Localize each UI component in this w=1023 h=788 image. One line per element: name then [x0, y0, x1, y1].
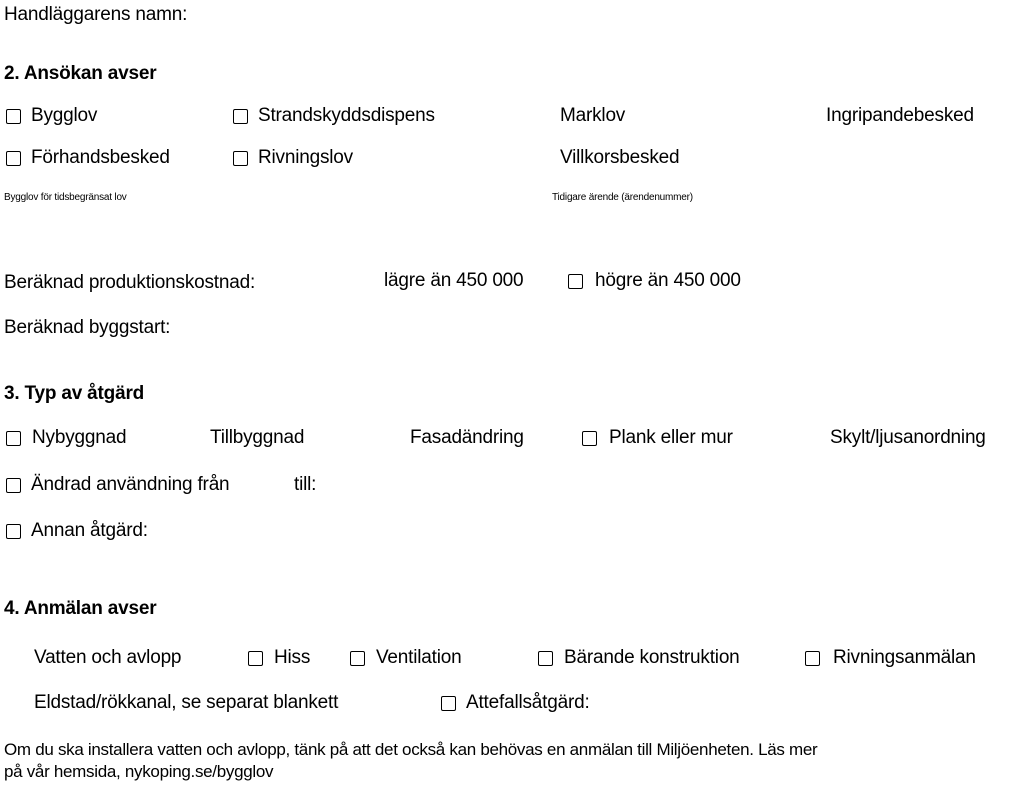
tidigare-arende-note: Tidigare ärende (ärendenummer) [552, 192, 693, 203]
barande-konstruktion-label: Bärande konstruktion [564, 647, 740, 668]
cost-lower-label: lägre än 450 000 [384, 270, 524, 291]
nybyggnad-checkbox[interactable] [6, 431, 21, 446]
marklov-label: Marklov [560, 105, 626, 126]
hiss-checkbox[interactable] [248, 651, 263, 666]
barande-konstruktion-checkbox[interactable] [538, 651, 553, 666]
section-4-heading: 4. Anmälan avser [4, 598, 157, 619]
footer-info-line-2: på vår hemsida, nykoping.se/bygglov [4, 762, 274, 781]
handlaggare-label: Handläggarens namn: [4, 4, 188, 25]
rivningslov-label: Rivningslov [258, 147, 353, 168]
rivningsanmalan-checkbox[interactable] [805, 651, 820, 666]
bygglov-label: Bygglov [31, 105, 98, 126]
plank-checkbox[interactable] [582, 431, 597, 446]
annan-atgard-label: Annan åtgärd: [31, 520, 148, 541]
annan-atgard-checkbox[interactable] [6, 524, 21, 539]
tidsbegransat-note: Bygglov för tidsbegränsat lov [4, 192, 127, 203]
section-3-heading: 3. Typ av åtgärd [4, 383, 145, 404]
cost-higher-checkbox[interactable] [568, 274, 583, 289]
andrad-anvandning-label: Ändrad användning från [31, 474, 230, 495]
cost-higher-label: högre än 450 000 [595, 270, 741, 291]
ingripandebesked-label: Ingripandebesked [826, 105, 974, 126]
fasadandring-label: Fasadändring [410, 427, 524, 448]
ventilation-checkbox[interactable] [350, 651, 365, 666]
byggstart-label: Beräknad byggstart: [4, 317, 171, 338]
nybyggnad-label: Nybyggnad [32, 427, 127, 448]
rivningsanmalan-label: Rivningsanmälan [833, 647, 976, 668]
produktionskostnad-label: Beräknad produktionskostnad: [4, 272, 256, 293]
till-label: till: [294, 474, 317, 495]
plank-label: Plank eller mur [609, 427, 733, 448]
strandskyddsdispens-label: Strandskyddsdispens [258, 105, 435, 126]
tillbyggnad-label: Tillbyggnad [210, 427, 305, 448]
forhandsbesked-checkbox[interactable] [6, 151, 21, 166]
strandskyddsdispens-checkbox[interactable] [233, 109, 248, 124]
skylt-label: Skylt/ljusanordning [830, 427, 986, 448]
villkorsbesked-label: Villkorsbesked [560, 147, 680, 168]
section-2-heading: 2. Ansökan avser [4, 63, 157, 84]
andrad-anvandning-checkbox[interactable] [6, 478, 21, 493]
vatten-avlopp-label: Vatten och avlopp [34, 647, 182, 668]
bygglov-checkbox[interactable] [6, 109, 21, 124]
eldstad-label: Eldstad/rökkanal, se separat blankett [34, 692, 339, 713]
attefall-checkbox[interactable] [441, 696, 456, 711]
rivningslov-checkbox[interactable] [233, 151, 248, 166]
attefall-label: Attefallsåtgärd: [466, 692, 590, 713]
forhandsbesked-label: Förhandsbesked [31, 147, 170, 168]
hiss-label: Hiss [274, 647, 311, 668]
ventilation-label: Ventilation [376, 647, 462, 668]
footer-info-line-1: Om du ska installera vatten och avlopp, tänk på att det också kan behövas en anmälan till Miljöenheten. Läs mer [4, 740, 818, 759]
